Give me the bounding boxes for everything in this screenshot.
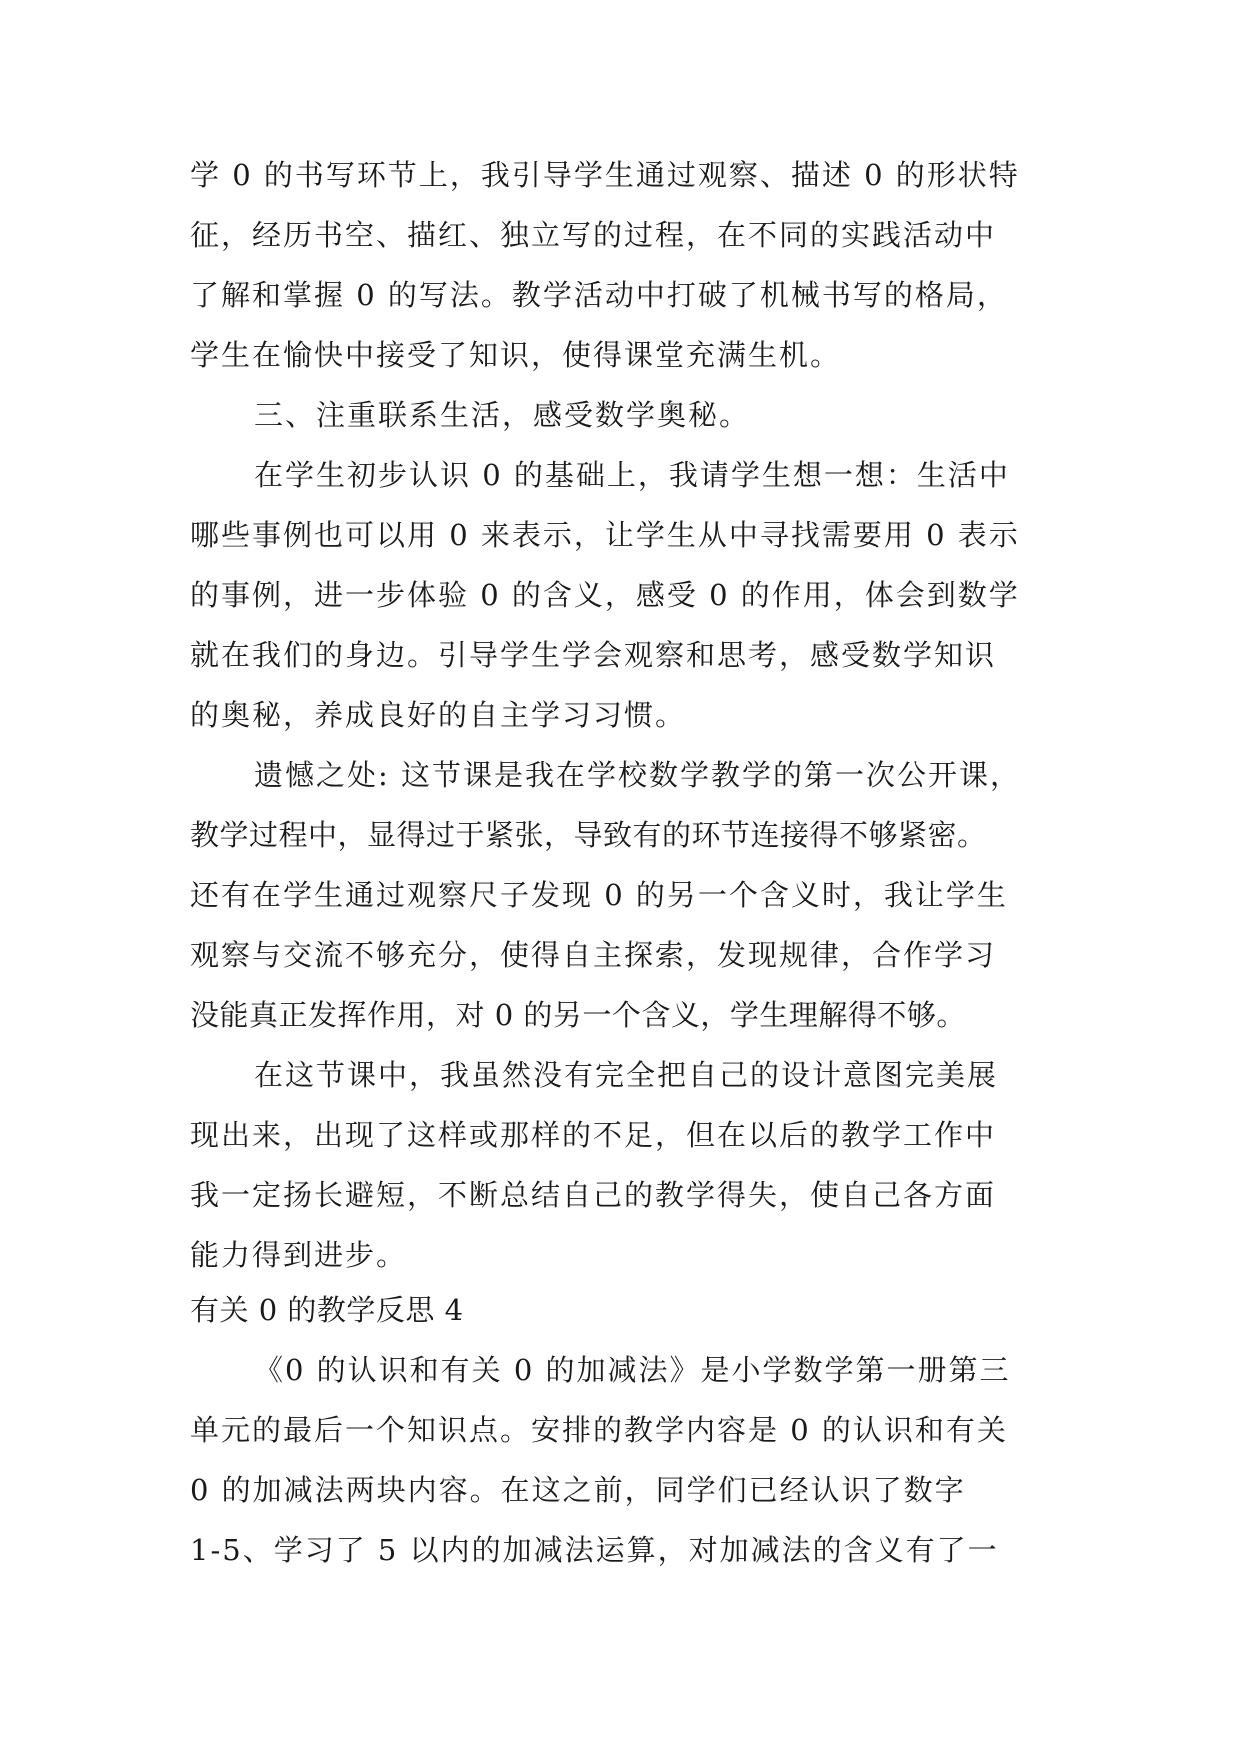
article-title: 有关 0 的教学反思 4	[190, 1293, 464, 1327]
text-line: 哪些事例也可以用 0 来表示，让学生从中寻找需要用 0 表示	[190, 518, 1020, 552]
text-line: 征，经历书空、描红、独立写的过程，在不同的实践活动中	[190, 218, 997, 252]
text-line: 就在我们的身边。引导学生学会观察和思考，感受数学知识	[190, 638, 997, 672]
text-line: 还有在学生通过观察尺子发现 0 的另一个含义时，我让学生	[190, 878, 1008, 912]
text-line: 了解和掌握 0 的写法。教学活动中打破了机械书写的格局，	[190, 278, 1008, 312]
text-line: 教学过程中，显得过于紧张，导致有的环节连接得不够紧密。	[190, 818, 987, 852]
section-heading: 三、注重联系生活，感受数学奥秘。	[254, 398, 751, 432]
text-line: 《0 的认识和有关 0 的加减法》是小学数学第一册第三	[254, 1353, 1011, 1387]
text-line: 我一定扬长避短，不断总结自己的教学得失，使自己各方面	[190, 1178, 997, 1212]
text-line: 遗憾之处: 这节课是我在学校数学教学的第一次公开课，	[254, 758, 1021, 792]
text-line: 单元的最后一个知识点。安排的教学内容是 0 的认识和有关	[190, 1413, 1008, 1447]
text-line: 观察与交流不够充分，使得自主探索，发现规律，合作学习	[190, 938, 997, 972]
text-line: 的事例，进一步体验 0 的含义，感受 0 的作用，体会到数学	[190, 578, 1020, 612]
text-line: 能力得到进步。	[190, 1238, 408, 1272]
text-line: 0 的加减法两块内容。在这之前，同学们已经认识了数字	[190, 1473, 966, 1507]
text-line: 学生在愉快中接受了知识，使得课堂充满生机。	[190, 338, 842, 372]
text-line: 在学生初步认识 0 的基础上，我请学生想一想：生活中	[254, 458, 1010, 492]
text-line: 在这节课中，我虽然没有完全把自己的设计意图完美展	[254, 1058, 999, 1092]
text-line: 的奥秘，养成良好的自主学习习惯。	[190, 698, 687, 732]
text-line: 1-5、学习了 5 以内的加减法运算，对加减法的含义有了一	[190, 1533, 999, 1567]
text-line: 学 0 的书写环节上，我引导学生通过观察、描述 0 的形状特	[190, 158, 1020, 192]
text-line: 没能真正发挥作用，对 0 的另一个含义，学生理解得不够。	[190, 998, 966, 1032]
text-line: 现出来，出现了这样或那样的不足，但在以后的教学工作中	[190, 1118, 997, 1152]
